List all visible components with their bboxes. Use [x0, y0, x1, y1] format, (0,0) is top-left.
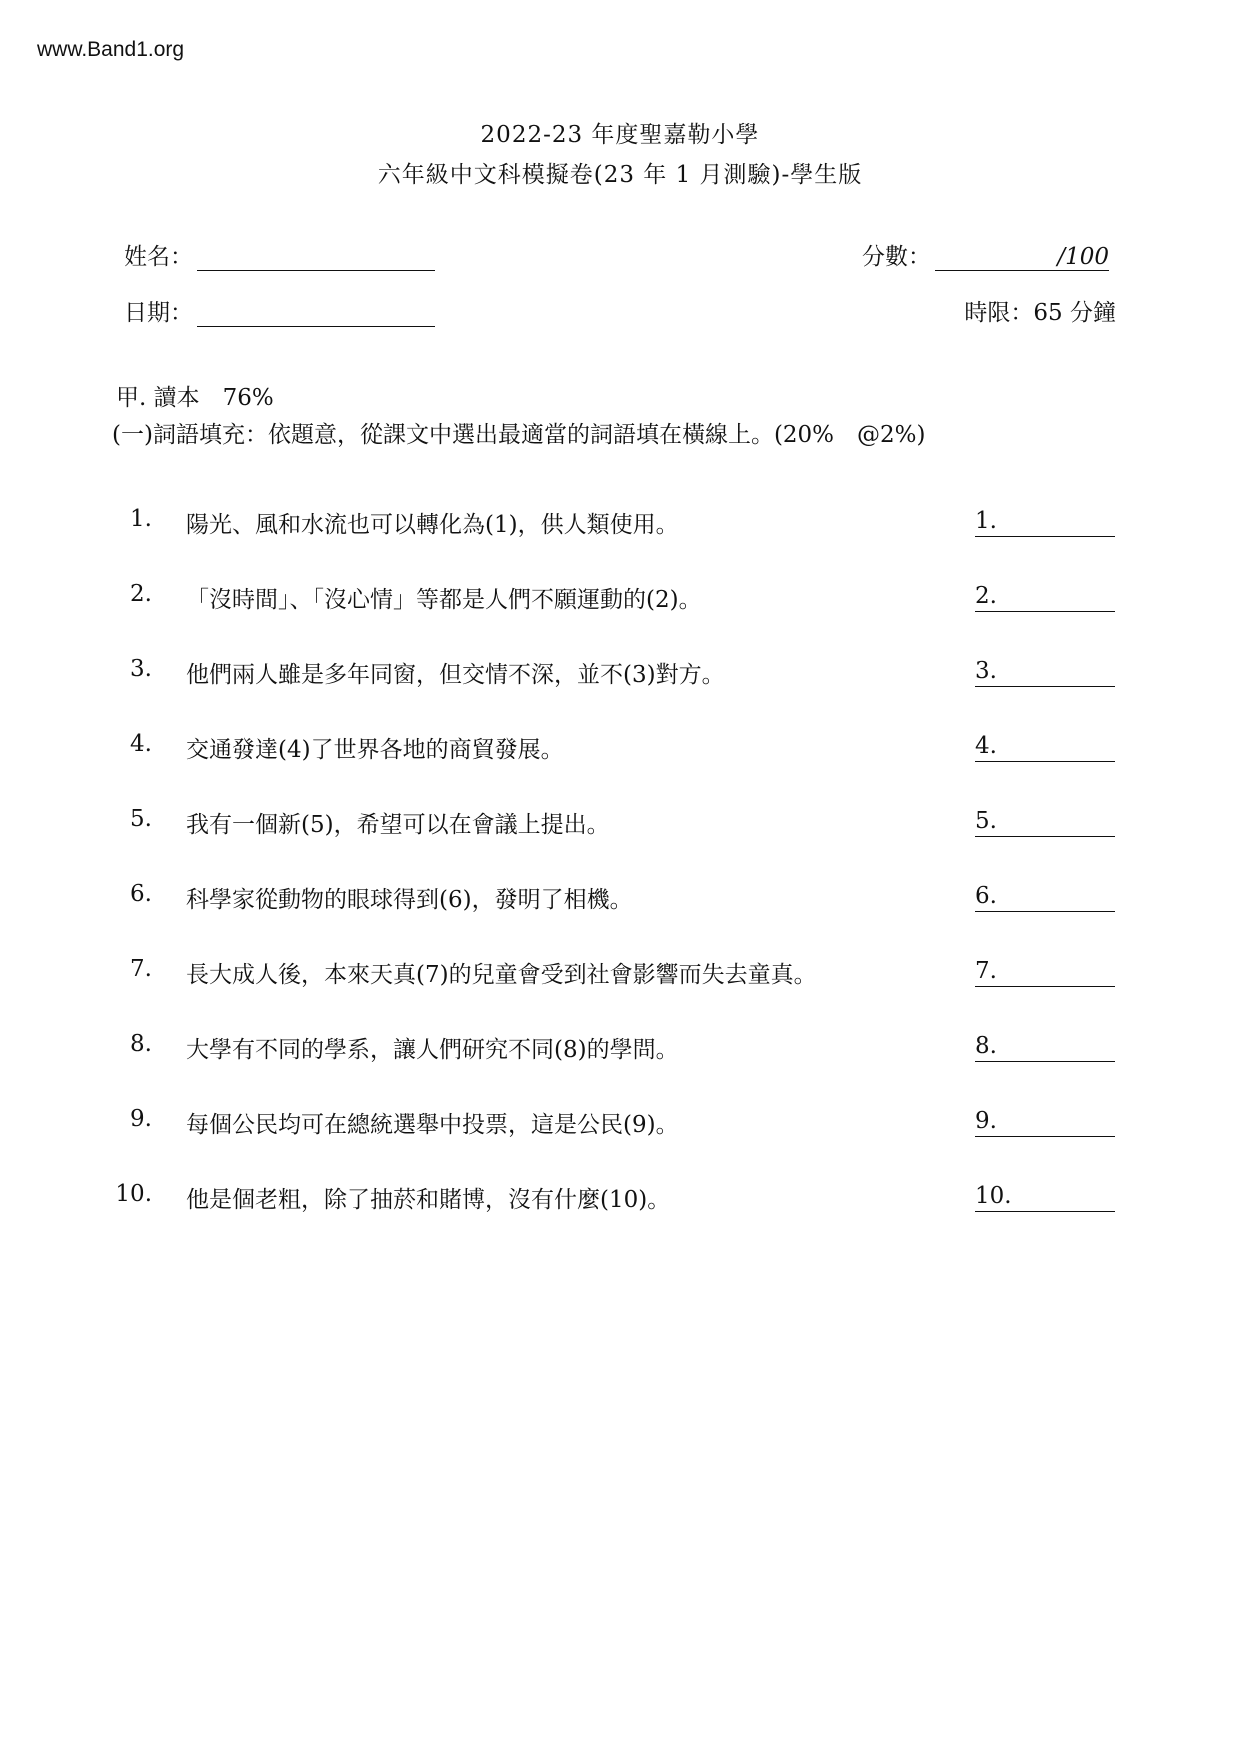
question-row [0, 806, 1240, 846]
question-row [0, 656, 1240, 696]
paper-title: 六年級中文科模擬卷(23 年 1 月測驗)-學生版 [377, 162, 863, 188]
date-label: 日期： [124, 300, 193, 326]
answer-blank[interactable]: 1. [975, 506, 1115, 537]
question-text: 每個公民均可在總統選舉中投票，這是公民(9)。 [186, 1112, 679, 1138]
question-row [0, 1031, 1240, 1071]
section-instruction: (一)詞語填充：依題意，從課文中選出最適當的詞語填在橫線上。(20% @2%) [112, 422, 926, 448]
question-row [0, 881, 1240, 921]
question-text: 「沒時間」、「沒心情」等都是人們不願運動的(2)。 [186, 587, 702, 613]
answer-blank[interactable]: 4. [975, 731, 1115, 762]
date-field [124, 294, 435, 327]
answer-blank[interactable]: 3. [975, 656, 1115, 687]
answer-blank[interactable]: 6. [975, 881, 1115, 912]
watermark-url: www.Band1.org [37, 38, 185, 61]
question-row [0, 731, 1240, 771]
score-label: 分數： [862, 244, 931, 270]
question-number: 3. [130, 656, 152, 682]
question-number: 10. [115, 1181, 152, 1207]
question-number: 1. [130, 506, 152, 532]
question-number: 5. [130, 806, 152, 832]
question-row [0, 956, 1240, 996]
date-blank[interactable] [197, 300, 435, 327]
question-text: 陽光、風和水流也可以轉化為(1)，供人類使用。 [186, 512, 679, 538]
name-blank[interactable] [197, 244, 435, 271]
question-text: 他們兩人雖是多年同窗，但交情不深，並不(3)對方。 [186, 662, 725, 688]
question-number: 8. [130, 1031, 152, 1057]
question-text: 他是個老粗，除了抽菸和賭博，沒有什麼(10)。 [186, 1187, 671, 1213]
question-row [0, 1181, 1240, 1221]
question-number: 9. [130, 1106, 152, 1132]
question-number: 7. [130, 956, 152, 982]
question-text: 我有一個新(5)，希望可以在會議上提出。 [186, 812, 610, 838]
question-text: 科學家從動物的眼球得到(6)，發明了相機。 [186, 887, 633, 913]
question-number: 4. [130, 731, 152, 757]
question-number: 2. [130, 581, 152, 607]
answer-blank[interactable]: 10. [975, 1181, 1115, 1212]
question-row [0, 506, 1240, 546]
name-label: 姓名： [124, 244, 193, 270]
score-field [862, 238, 1109, 271]
time-limit [964, 294, 1116, 327]
answer-blank[interactable]: 2. [975, 581, 1115, 612]
answer-blank[interactable]: 7. [975, 956, 1115, 987]
question-row [0, 581, 1240, 621]
name-field [124, 238, 435, 271]
answer-blank[interactable]: 5. [975, 806, 1115, 837]
answer-blank[interactable]: 8. [975, 1031, 1115, 1062]
question-number: 6. [130, 881, 152, 907]
question-text: 交通發達(4)了世界各地的商貿發展。 [186, 737, 564, 763]
question-row [0, 1106, 1240, 1146]
answer-blank[interactable]: 9. [975, 1106, 1115, 1137]
time-limit-label: 時限：65 分鐘 [964, 300, 1116, 326]
section-title: 甲. 讀本 76% [116, 385, 274, 411]
school-title: 2022-23 年度聖嘉勒小學 [480, 122, 760, 148]
score-blank[interactable]: /100 [935, 244, 1109, 271]
question-text: 大學有不同的學系，讓人們研究不同(8)的學問。 [186, 1037, 679, 1063]
question-text: 長大成人後，本來天真(7)的兒童會受到社會影響而失去童真。 [186, 962, 817, 988]
